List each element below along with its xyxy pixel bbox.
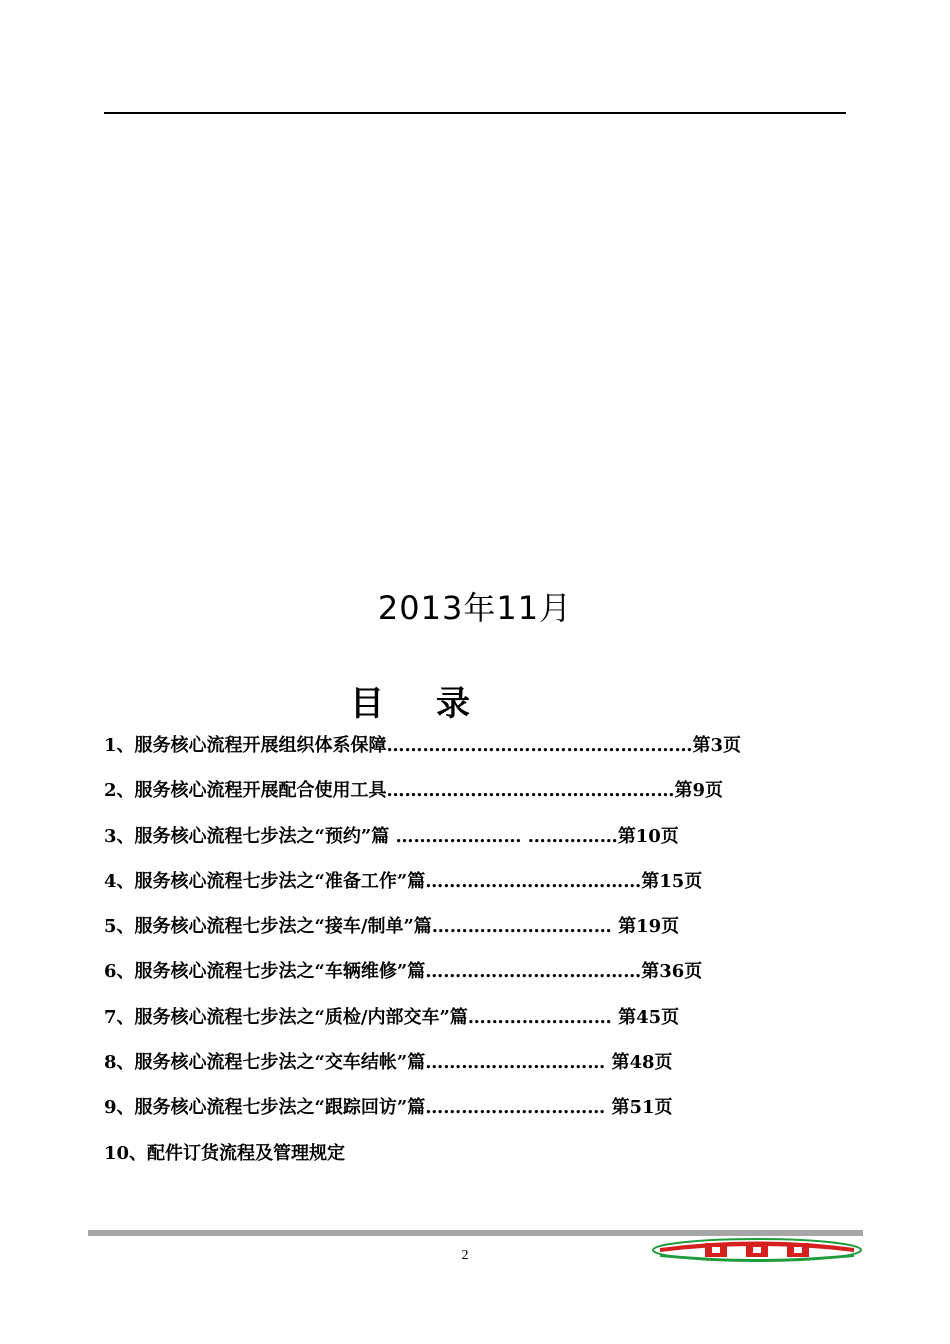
- document-date: 2013年11月: [377, 589, 573, 627]
- toc-item-2[interactable]: 2、服务核心流程开展配合使用工具…………………………………………第9页: [104, 780, 724, 802]
- toc-item-10[interactable]: 10、配件订货流程及管理规定: [104, 1142, 346, 1164]
- header-rule: [104, 112, 846, 114]
- page-number: 2: [461, 1248, 469, 1263]
- toc-item-4[interactable]: 4、服务核心流程七步法之“准备工作”篇………………………………第15页: [104, 870, 703, 892]
- toc-item-5[interactable]: 5、服务核心流程七步法之“接车/制单”篇………………………… 第19页: [104, 916, 680, 938]
- toc-item-6[interactable]: 6、服务核心流程七步法之“车辆维修”篇………………………………第36页: [104, 961, 703, 983]
- toc-title-char-2: 录: [436, 684, 470, 724]
- toc-item-9[interactable]: 9、服务核心流程七步法之“跟踪回访”篇………………………… 第51页: [104, 1097, 673, 1119]
- toc-item-7[interactable]: 7、服务核心流程七步法之“质检/内部交车”篇…………………… 第45页: [104, 1006, 680, 1028]
- footer-bar: [88, 1230, 863, 1236]
- toc-item-1[interactable]: 1、服务核心流程开展组织体系保障……………………………………………第3页: [104, 735, 742, 756]
- toc-title: [350, 676, 470, 725]
- company-logo-icon: [650, 1237, 865, 1263]
- toc-title-char-1: 目: [350, 684, 384, 724]
- toc-item-8[interactable]: 8、服务核心流程七步法之“交车结帐”篇………………………… 第48页: [104, 1052, 673, 1074]
- table-of-contents: [104, 733, 784, 1186]
- toc-item-3[interactable]: 3、服务核心流程七步法之“预约”篇 ………………… ……………第10页: [104, 825, 679, 847]
